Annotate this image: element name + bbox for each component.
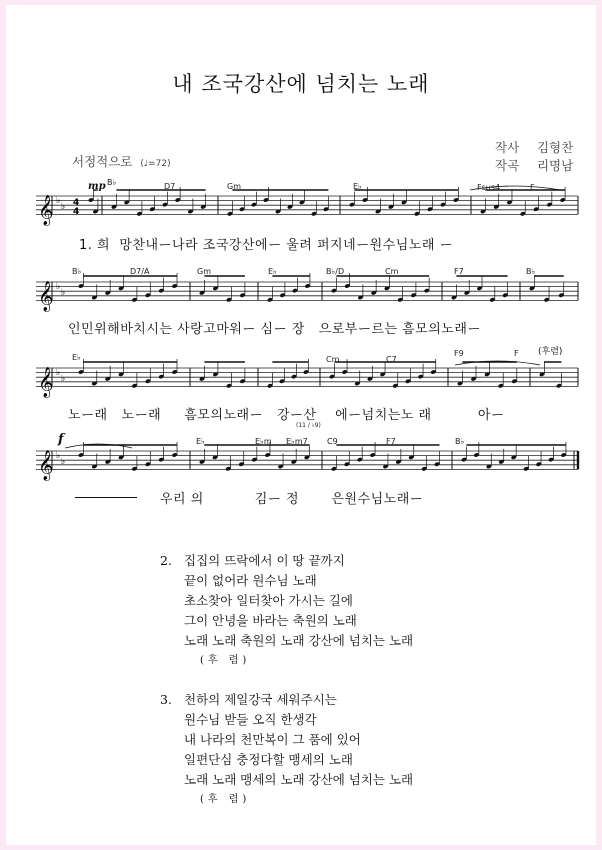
flat-icon: ♭ bbox=[56, 368, 61, 378]
chord-extension: (11 / ♭9) bbox=[296, 422, 321, 429]
chord: E♭ bbox=[268, 267, 277, 276]
chord: E♭ bbox=[196, 437, 205, 446]
flat-icon: ♭ bbox=[56, 451, 61, 461]
verse-line: 초소찾아 일터찾아 가시는 길에 bbox=[184, 593, 353, 608]
chord: F7 bbox=[386, 437, 396, 446]
verse-number: 3. bbox=[160, 692, 172, 707]
treble-clef-icon: 𝄞 bbox=[38, 450, 54, 481]
melisma-line bbox=[75, 497, 137, 498]
tempo-text: 서정적으로 bbox=[72, 154, 133, 169]
chord: E♭ bbox=[353, 182, 362, 191]
verse-line: 끝이 없어라 원수님 노래 bbox=[184, 573, 317, 588]
verse-line: 내 나라의 천만복이 그 품에 있어 bbox=[184, 732, 361, 747]
chord: E♭m7 bbox=[286, 437, 308, 446]
verse-refrain: (후 렴) bbox=[200, 655, 251, 666]
flat-icon: ♭ bbox=[61, 288, 66, 298]
chord: Cm bbox=[385, 267, 399, 276]
flat-icon: ♭ bbox=[61, 457, 66, 467]
chord: B♭ bbox=[107, 178, 117, 187]
verse-3 bbox=[160, 690, 413, 810]
time-signature: 4 bbox=[73, 198, 80, 208]
verse-line: 원수님 받들 오직 한생각 bbox=[184, 712, 317, 727]
chord: Cm bbox=[326, 355, 340, 364]
metronome-mark: (♩=72) bbox=[140, 159, 171, 169]
composer-role: 작곡 bbox=[495, 158, 520, 173]
lyric-line: 1. 희 망찬내ー나라 조국강산에ー 울려 퍼지네ー원수님노래 ー bbox=[79, 238, 454, 253]
chord: E♭m bbox=[255, 437, 272, 446]
chord: B♭ bbox=[526, 267, 536, 276]
verse-line: 노래 노래 축원의 노래 강산에 넘치는 노래 bbox=[184, 633, 414, 648]
chord: B♭ bbox=[455, 437, 465, 446]
verse-line: 천하의 제일강국 세워주시는 bbox=[184, 692, 337, 707]
lyric-line: 노ー래 노ー래 흠모의노래ー 강ー산 에ー넘치는노 래 아ー bbox=[68, 408, 505, 423]
treble-clef-icon: 𝄞 bbox=[38, 281, 54, 312]
chord: Gm bbox=[197, 267, 211, 276]
chord: D7/A bbox=[130, 267, 150, 276]
flat-icon: ♭ bbox=[61, 374, 66, 384]
dynamic-f: f bbox=[58, 432, 64, 447]
chord: E♭ bbox=[72, 353, 81, 362]
flat-icon: ♭ bbox=[61, 202, 66, 212]
flat-icon: ♭ bbox=[56, 196, 61, 206]
chord: C7 bbox=[386, 355, 397, 364]
lyric-line: 인민위해바치시는 사랑고마워ー 심ー 장 으로부ー르는 흠모의노래ー bbox=[68, 322, 481, 337]
dynamic-mp: mp bbox=[88, 181, 106, 192]
refrain-mark: (후렴) bbox=[538, 347, 563, 357]
verse-line: 노래 노래 맹세의 노래 강산에 넘치는 노래 bbox=[184, 772, 414, 787]
chord: F7 bbox=[454, 267, 464, 276]
lyricist-name: 김형찬 bbox=[536, 140, 574, 155]
verse-refrain: (후 렴) bbox=[200, 794, 251, 805]
verse-2 bbox=[160, 551, 413, 671]
chord: B♭ bbox=[72, 267, 82, 276]
chord: F bbox=[530, 183, 535, 192]
flat-icon: ♭ bbox=[56, 282, 61, 292]
chord: F bbox=[514, 349, 519, 358]
verse-line: 그이 안녕을 바라는 축원의 노래 bbox=[184, 613, 357, 628]
treble-clef-icon: 𝄞 bbox=[38, 195, 54, 226]
lyricist-role: 작사 bbox=[495, 140, 520, 155]
chord: D7 bbox=[164, 182, 176, 191]
page-title: 내 조국강산에 넘치는 노래 bbox=[172, 72, 430, 96]
verse-line: 집집의 뜨락에서 이 땅 끝까지 bbox=[184, 553, 345, 568]
chord: C9 bbox=[327, 437, 338, 446]
verse-line: 일편단심 충정다할 맹세의 노래 bbox=[184, 752, 353, 767]
chord: Fsus4 bbox=[477, 183, 501, 192]
chord: B♭/D bbox=[326, 267, 345, 276]
verse-number: 2. bbox=[160, 553, 172, 568]
time-signature: 4 bbox=[73, 207, 80, 217]
composer-name: 리명남 bbox=[536, 158, 574, 173]
chord: Gm bbox=[227, 182, 241, 191]
chord: F9 bbox=[454, 349, 464, 358]
treble-clef-icon: 𝄞 bbox=[38, 367, 54, 398]
lyric-line: 우리 의 김ー 정 은원수님노래ー bbox=[160, 492, 424, 507]
